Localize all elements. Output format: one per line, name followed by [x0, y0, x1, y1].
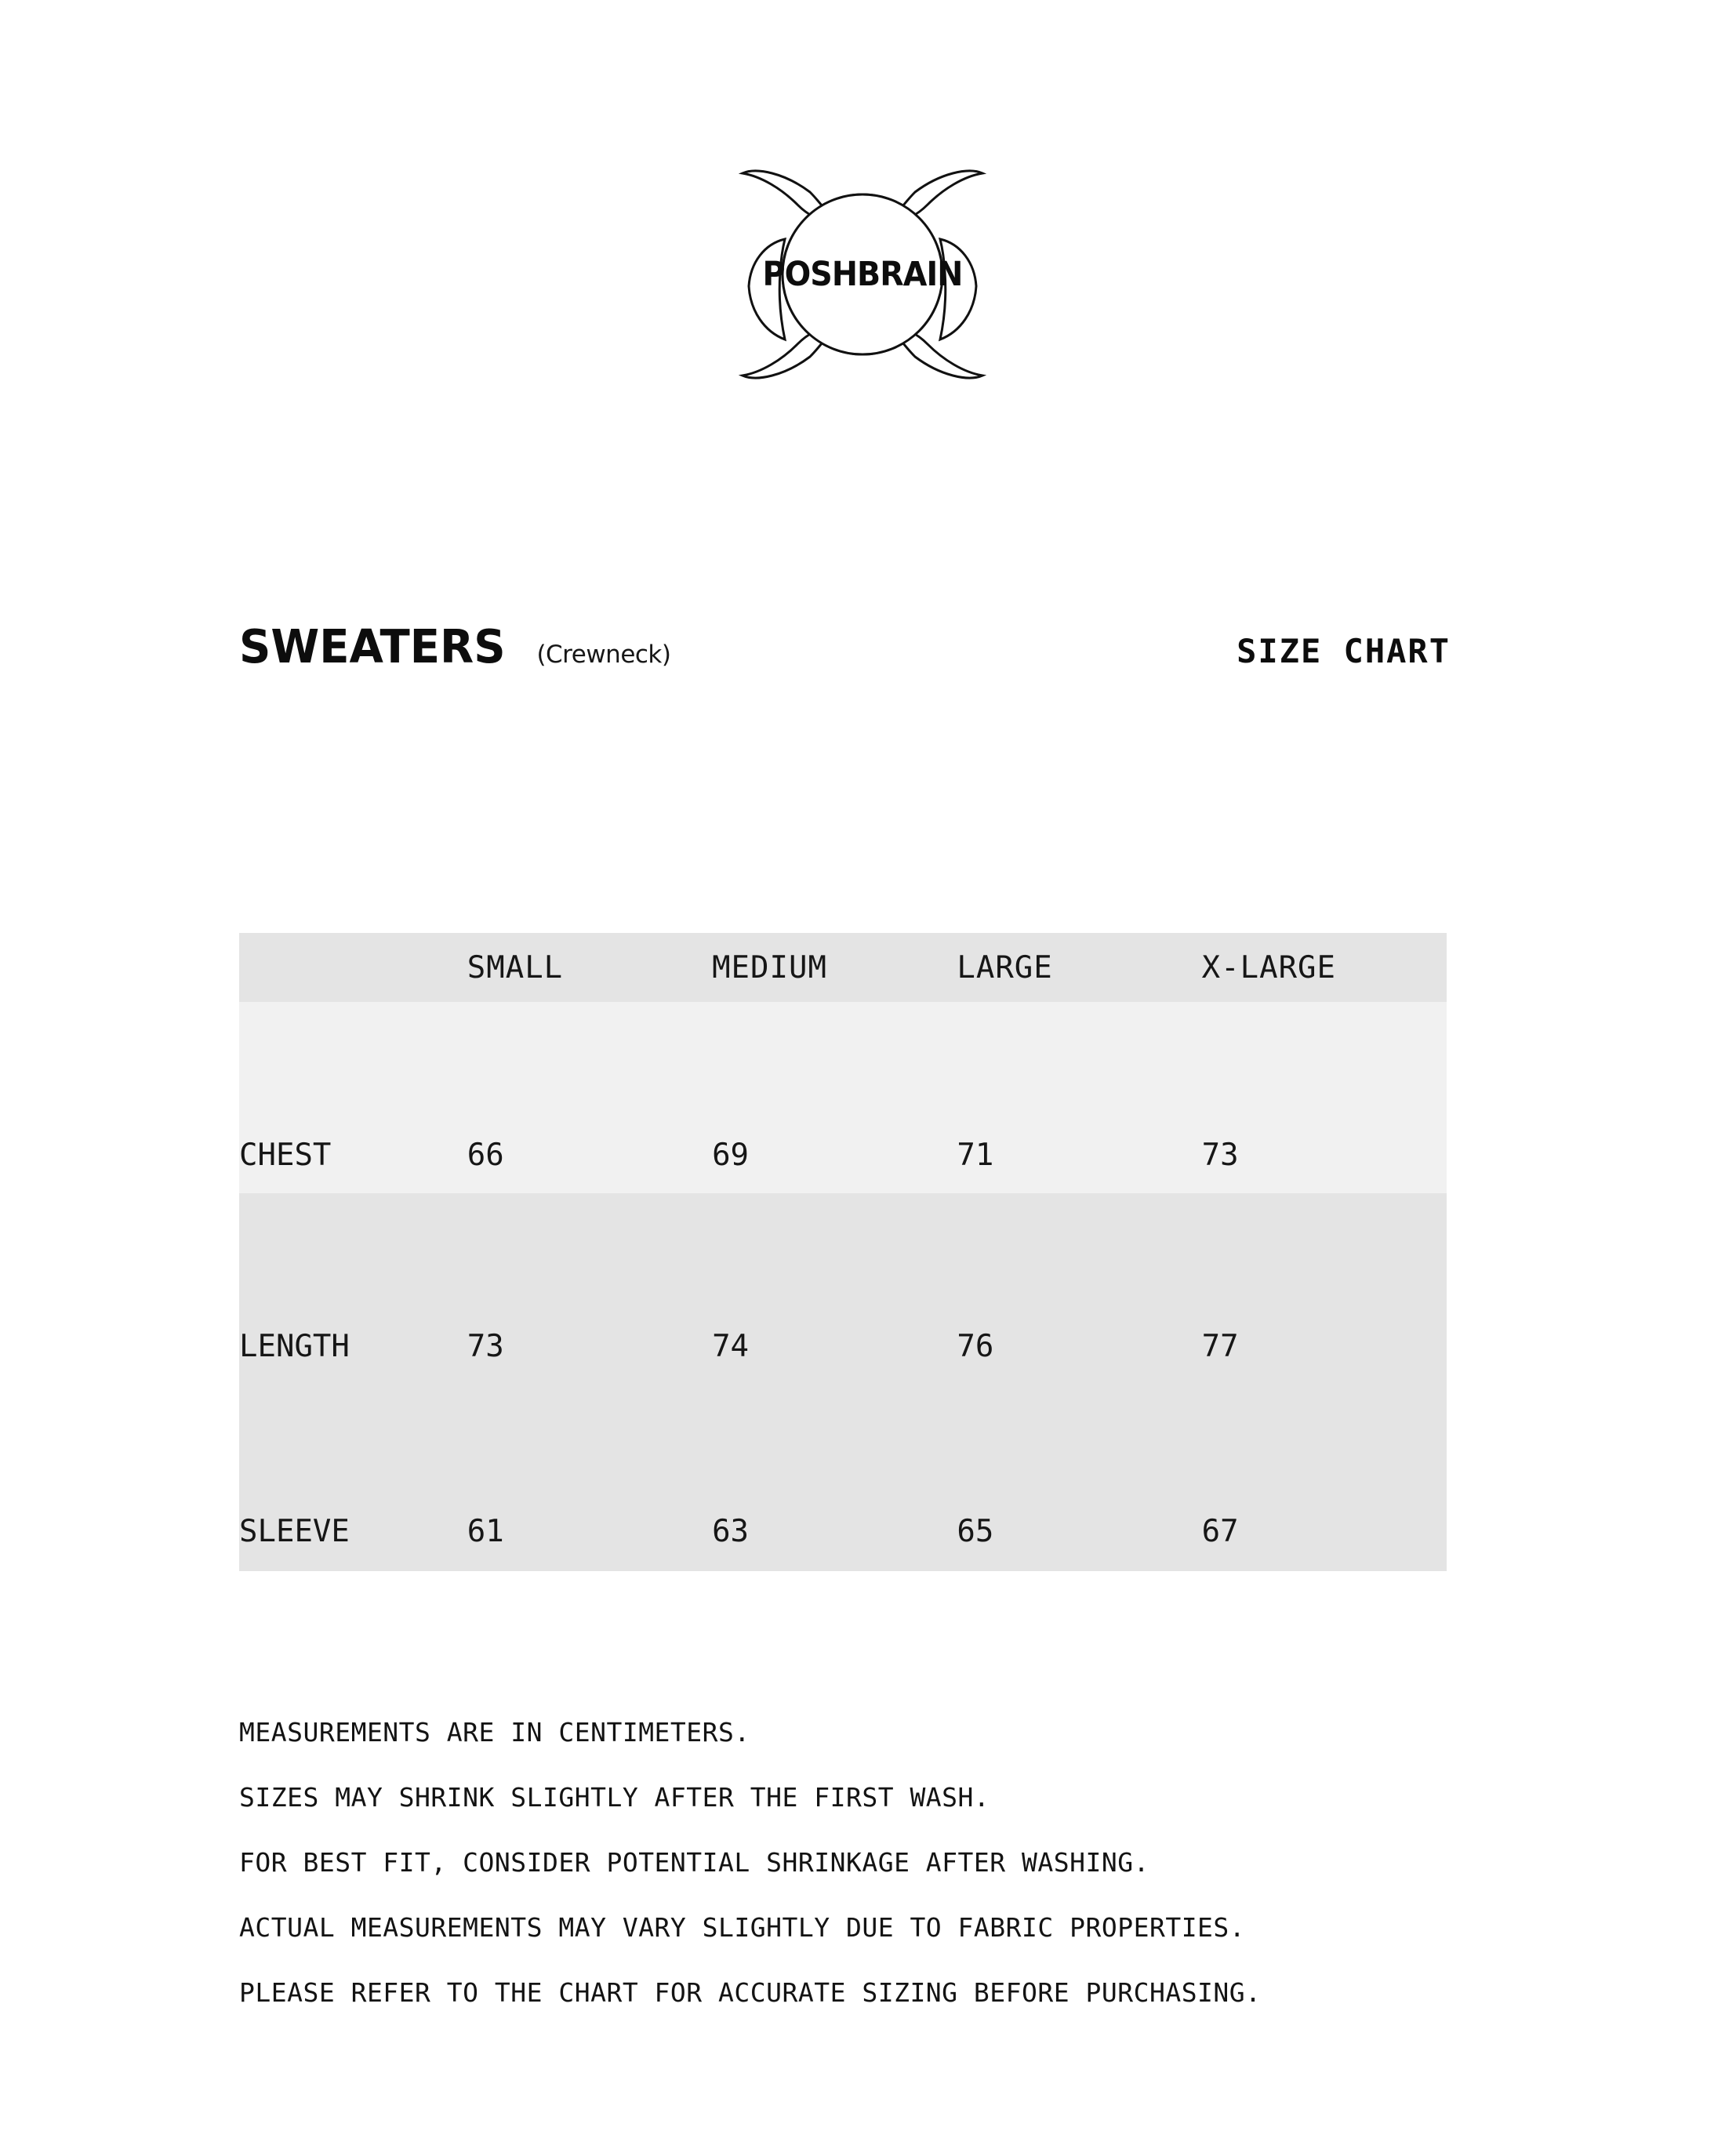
- row-label-length: LENGTH: [239, 1193, 467, 1385]
- cell-length-xlarge: 77: [1202, 1193, 1447, 1385]
- table-header-row: [239, 933, 1447, 1002]
- brand-logo: [0, 145, 1725, 404]
- header-cell-xlarge: X-LARGE: [1202, 933, 1447, 1002]
- header-cell-medium: MEDIUM: [712, 933, 957, 1002]
- table-row: [239, 1193, 1447, 1385]
- size-chart-label: SIZE CHART: [1237, 632, 1451, 670]
- row-label-chest: CHEST: [239, 1002, 467, 1193]
- title-group: [239, 619, 670, 673]
- document-header: [239, 619, 1451, 673]
- cell-chest-large: 71: [957, 1002, 1201, 1193]
- cell-sleeve-xlarge: 67: [1202, 1385, 1447, 1571]
- cell-chest-xlarge: 73: [1202, 1002, 1447, 1193]
- cell-length-medium: 74: [712, 1193, 957, 1385]
- cell-length-small: 73: [467, 1193, 712, 1385]
- cell-chest-medium: 69: [712, 1002, 957, 1193]
- note-line: FOR BEST FIT, CONSIDER POTENTIAL SHRINKAGE AFTER WASHING.: [239, 1847, 1149, 1878]
- cell-sleeve-medium: 63: [712, 1385, 957, 1571]
- notes-list: [239, 1717, 1494, 2042]
- size-chart-table: [239, 933, 1447, 1571]
- cell-chest-small: 66: [467, 1002, 712, 1193]
- header-cell-blank: [239, 933, 467, 1002]
- page-subtitle: (Crewneck): [536, 641, 671, 669]
- logo-emblem: [710, 145, 1015, 404]
- note-line: SIZES MAY SHRINK SLIGHTLY AFTER THE FIRST WASH.: [239, 1782, 990, 1813]
- note-line: MEASUREMENTS ARE IN CENTIMETERS.: [239, 1717, 750, 1748]
- cell-length-large: 76: [957, 1193, 1201, 1385]
- header-cell-small: SMALL: [467, 933, 712, 1002]
- page-title: SWEATERS: [239, 619, 506, 673]
- note-line: PLEASE REFER TO THE CHART FOR ACCURATE SIZING BEFORE PURCHASING.: [239, 1977, 1262, 2008]
- cell-sleeve-small: 61: [467, 1385, 712, 1571]
- table-row: [239, 1002, 1447, 1193]
- row-label-sleeve: SLEEVE: [239, 1385, 467, 1571]
- header-cell-large: LARGE: [957, 933, 1201, 1002]
- table-row: [239, 1385, 1447, 1571]
- cell-sleeve-large: 65: [957, 1385, 1201, 1571]
- note-line: ACTUAL MEASUREMENTS MAY VARY SLIGHTLY DUE TO FABRIC PROPERTIES.: [239, 1912, 1246, 1943]
- logo-wordmark: POSHBRAIN: [762, 255, 963, 294]
